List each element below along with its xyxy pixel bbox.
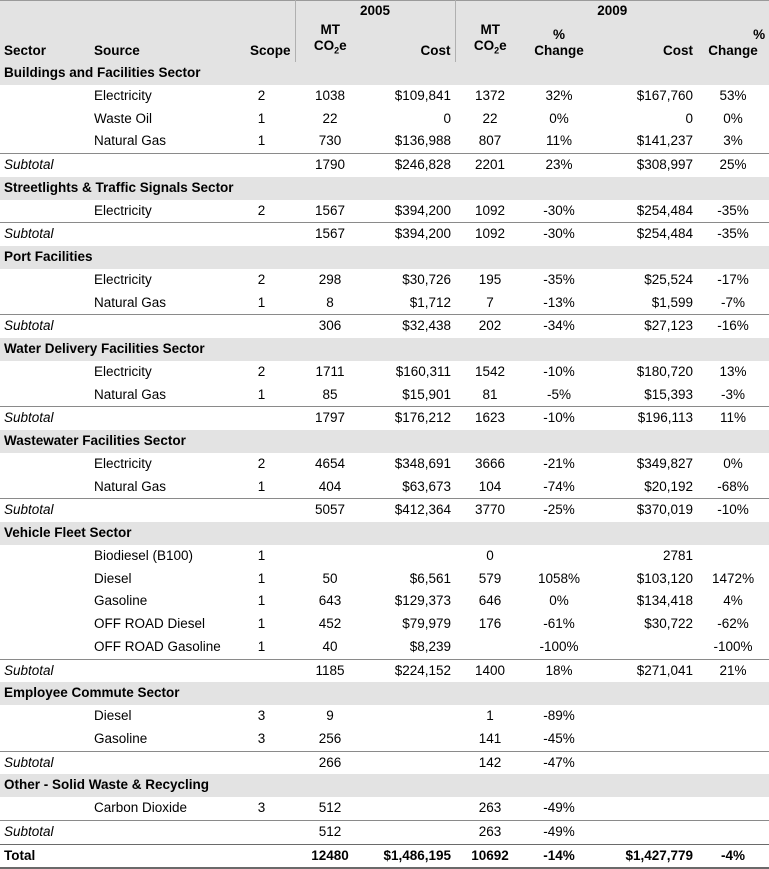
pct-cost-cell: -10% xyxy=(697,499,769,522)
sector-cell xyxy=(0,130,90,153)
sector-cell xyxy=(0,292,90,315)
pct-mt-cell: -10% xyxy=(543,363,575,379)
source-cell: Biodiesel (B100) xyxy=(94,547,194,563)
scope-cell: 3 xyxy=(257,800,266,815)
sector-label: Buildings and Facilities Sector xyxy=(0,62,769,85)
sector-cell xyxy=(0,476,90,499)
pct-cost-cell: 0% xyxy=(723,455,743,471)
cost-2009-cell: $20,192 xyxy=(644,478,694,494)
sector-cell xyxy=(0,590,90,613)
pct-cost-cell: 25% xyxy=(697,154,769,177)
pct-mt-cell: -25% xyxy=(525,499,593,522)
source-cell: Natural Gas xyxy=(94,478,167,494)
mt-2005-cell: 40 xyxy=(322,638,338,654)
pct-cost-cell: 4% xyxy=(723,593,743,609)
cost-2009-cell xyxy=(593,751,697,774)
cost-2009-cell xyxy=(593,636,697,659)
sector-cell xyxy=(0,705,90,728)
scope-cell: 2 xyxy=(257,363,266,379)
cost-2009-cell: $254,484 xyxy=(593,223,697,246)
sector-cell xyxy=(0,108,90,131)
col-source: Source xyxy=(90,21,228,62)
sector-cell xyxy=(0,613,90,636)
source-cell: Electricity xyxy=(94,271,152,287)
cost-2009-cell: $1,599 xyxy=(651,294,694,310)
cost-2005-cell: $15,901 xyxy=(402,386,452,402)
scope-cell: 2 xyxy=(257,271,266,287)
scope-cell: 1 xyxy=(257,547,266,563)
col-pct-mt: % Change xyxy=(525,21,593,62)
cost-2009-cell: $370,019 xyxy=(593,499,697,522)
cost-2009-cell: $30,722 xyxy=(644,616,694,631)
pct-mt-cell: -100% xyxy=(539,638,579,654)
source-cell: Gasoline xyxy=(94,730,148,746)
pct-mt-cell: -13% xyxy=(543,294,575,310)
source-cell: Natural Gas xyxy=(94,386,167,402)
source-cell: Gasoline xyxy=(94,593,148,609)
mt-2005-cell: 4654 xyxy=(314,455,346,471)
mt-2005-cell: 8 xyxy=(326,294,334,310)
mt-2009-cell xyxy=(455,636,525,659)
year-header-row xyxy=(0,1,769,22)
scope-cell: 2 xyxy=(257,202,266,218)
scope-cell: 1 xyxy=(257,133,266,149)
table-row xyxy=(0,361,769,384)
mt-2009-cell: 0 xyxy=(486,547,494,563)
sector-label: Streetlights & Traffic Signals Sector xyxy=(0,177,769,200)
sector-row xyxy=(0,338,769,361)
mt-2009-cell: 142 xyxy=(455,751,525,774)
cost-2009-cell: 0 xyxy=(685,110,694,126)
cost-2005-cell xyxy=(365,705,455,728)
pct-cost-cell: -68% xyxy=(717,478,749,494)
mt-2005-cell: 5057 xyxy=(295,499,365,522)
table-row xyxy=(0,590,769,613)
pct-mt-cell: -61% xyxy=(543,616,575,631)
scope-cell: 2 xyxy=(257,455,266,471)
pct-cost-cell: 1472% xyxy=(712,570,755,586)
subtotal-label: Subtotal xyxy=(0,315,295,338)
subtotal-row xyxy=(0,751,769,774)
mt-2005-cell: 1185 xyxy=(295,659,365,682)
source-cell: OFF ROAD Gasoline xyxy=(94,638,221,654)
scope-cell: 3 xyxy=(257,708,266,723)
sector-cell xyxy=(0,568,90,591)
pct-mt-cell: -49% xyxy=(525,820,593,844)
mt-2005-cell: 256 xyxy=(318,730,342,746)
sector-label: Port Facilities xyxy=(0,246,769,269)
mt-2005-cell: 298 xyxy=(318,271,342,287)
pct-cost-cell: 21% xyxy=(697,659,769,682)
year-2009-header: 2009 xyxy=(455,1,769,22)
cost-2005-cell: $8,239 xyxy=(409,638,452,654)
pct-mt-cell: -45% xyxy=(543,730,575,746)
pct-mt-cell: -74% xyxy=(543,478,575,494)
col-sector: Sector xyxy=(0,21,90,62)
cost-2009-cell: $27,123 xyxy=(593,315,697,338)
sector-row xyxy=(0,246,769,269)
sector-label: Wastewater Facilities Sector xyxy=(0,430,769,453)
mt-2009-cell: 2201 xyxy=(455,154,525,177)
pct-cost-cell: -35% xyxy=(697,223,769,246)
mt-2009-cell: 1 xyxy=(486,708,494,723)
table-row xyxy=(0,476,769,499)
mt-2005-cell: 730 xyxy=(318,133,342,149)
mt-2009-cell: 7 xyxy=(486,294,494,310)
table-row xyxy=(0,108,769,131)
source-cell: Electricity xyxy=(94,363,152,379)
mt-2009-cell: 1623 xyxy=(455,407,525,430)
pct-cost-cell: 13% xyxy=(719,363,747,379)
sector-label: Other - Solid Waste & Recycling xyxy=(0,774,769,797)
mt-2005-cell: 512 xyxy=(318,800,342,815)
col-scope: Scope xyxy=(228,21,295,62)
cost-2009-cell: $167,760 xyxy=(636,87,694,103)
pct-mt-cell: -34% xyxy=(525,315,593,338)
mt-2009-cell: 141 xyxy=(478,730,502,746)
source-cell: Natural Gas xyxy=(94,133,167,149)
cost-2009-cell: $25,524 xyxy=(644,271,694,287)
mt-2009-cell: 81 xyxy=(482,386,498,402)
source-cell: Electricity xyxy=(94,87,152,103)
cost-2009-cell xyxy=(593,728,697,751)
table-row xyxy=(0,200,769,223)
pct-mt-cell: -10% xyxy=(525,407,593,430)
pct-cost-cell xyxy=(697,545,769,568)
mt-2005-cell: 306 xyxy=(295,315,365,338)
pct-cost-cell: -100% xyxy=(713,638,753,654)
cost-2005-cell: $109,841 xyxy=(394,87,452,103)
mt-2009-cell: 22 xyxy=(482,110,498,126)
pct-mt-cell: 18% xyxy=(525,659,593,682)
cost-2005-cell: $32,438 xyxy=(365,315,455,338)
col-mt-2005 xyxy=(295,21,365,62)
cost-2005-cell: 0 xyxy=(443,110,452,126)
cost-2009-cell: $196,113 xyxy=(593,407,697,430)
pct-cost-cell xyxy=(697,705,769,728)
cost-2005-cell: $136,988 xyxy=(394,133,452,149)
cost-2005-cell: $246,828 xyxy=(365,154,455,177)
pct-mt-cell: -35% xyxy=(543,271,575,287)
table-row xyxy=(0,636,769,659)
mt-2005-cell: 1567 xyxy=(295,223,365,246)
sector-label: Water Delivery Facilities Sector xyxy=(0,338,769,361)
subtotal-label: Subtotal xyxy=(0,659,295,682)
mt-2005-cell: 1038 xyxy=(314,87,346,103)
sector-cell xyxy=(0,384,90,407)
table-row xyxy=(0,384,769,407)
sector-row xyxy=(0,430,769,453)
pct-mt-cell: 0% xyxy=(549,110,569,126)
mt-2005-cell: 1711 xyxy=(315,363,345,379)
mt-2009-cell: 195 xyxy=(478,271,502,287)
scope-cell: 1 xyxy=(257,616,266,631)
cost-2009-cell: 2781 xyxy=(662,547,694,563)
mt-2005-cell: 452 xyxy=(318,616,342,631)
sector-label: Employee Commute Sector xyxy=(0,682,769,705)
cost-2009-cell: $103,120 xyxy=(636,570,694,586)
source-cell: Diesel xyxy=(94,570,132,586)
mt-2009-cell: 3666 xyxy=(475,455,506,471)
pct-cost-cell: 0% xyxy=(723,110,743,126)
mt-2009-cell: 646 xyxy=(478,593,502,609)
sector-cell xyxy=(0,797,90,820)
source-cell: Electricity xyxy=(94,202,152,218)
mt-2005-cell: 85 xyxy=(322,386,338,402)
cost-2009-cell: $308,997 xyxy=(593,154,697,177)
mt-2009-cell: 202 xyxy=(455,315,525,338)
sector-row xyxy=(0,62,769,85)
mt-2005-cell xyxy=(295,545,365,568)
mt-2009-cell: 263 xyxy=(478,800,502,815)
mt-2005-cell: 1790 xyxy=(295,154,365,177)
col-mt-2009-line2: $CO_2e$ xyxy=(473,38,507,56)
subtotal-row xyxy=(0,499,769,522)
mt-2009-cell: 104 xyxy=(478,478,502,494)
sector-cell xyxy=(0,85,90,108)
cost-2009-cell: $141,237 xyxy=(636,133,694,149)
source-cell: Natural Gas xyxy=(94,294,167,310)
cost-2005-cell: $30,726 xyxy=(402,271,452,287)
sector-cell xyxy=(0,728,90,751)
table-row xyxy=(0,292,769,315)
table-row xyxy=(0,613,769,636)
mt-2005-cell: 1567 xyxy=(314,202,346,218)
total-label: Total xyxy=(0,844,295,868)
col-cost-2009: Cost xyxy=(593,21,697,62)
mt-2005-cell: 512 xyxy=(295,820,365,844)
table-row xyxy=(0,705,769,728)
cost-2005-cell: $348,691 xyxy=(394,455,452,471)
mt-2009-cell: 579 xyxy=(478,570,502,586)
scope-cell: 3 xyxy=(257,730,266,746)
subtotal-row xyxy=(0,315,769,338)
sector-label: Vehicle Fleet Sector xyxy=(0,522,769,545)
cost-2005-cell xyxy=(365,728,455,751)
scope-cell: 1 xyxy=(257,638,266,654)
sector-cell xyxy=(0,361,90,384)
sector-row xyxy=(0,682,769,705)
scope-cell: 1 xyxy=(257,593,266,609)
mt-2005-cell: 9 xyxy=(326,708,334,723)
pct-cost-cell xyxy=(697,728,769,751)
total-row xyxy=(0,844,769,868)
cost-2005-cell: $224,152 xyxy=(365,659,455,682)
pct-mt-cell: -5% xyxy=(547,386,572,402)
subtotal-row xyxy=(0,223,769,246)
pct-cost-cell: 53% xyxy=(719,87,747,103)
cost-2005-cell: $1,486,195 xyxy=(365,844,455,868)
mt-2009-cell: 1372 xyxy=(475,87,506,103)
cost-2005-cell: $79,979 xyxy=(402,616,452,631)
mt-2009-cell: 807 xyxy=(478,133,502,149)
pct-mt-cell xyxy=(525,545,593,568)
mt-2005-cell: 22 xyxy=(322,110,338,126)
cost-2005-cell xyxy=(365,820,455,844)
mt-2005-cell: 404 xyxy=(318,478,342,494)
pct-cost-cell xyxy=(697,797,769,820)
mt-2009-cell: 1542 xyxy=(475,363,506,379)
col-pct-cost: % Change xyxy=(697,21,769,62)
pct-cost-cell: 11% xyxy=(697,407,769,430)
pct-cost-cell xyxy=(697,820,769,844)
cost-2005-cell xyxy=(365,545,455,568)
pct-mt-cell: -49% xyxy=(543,800,575,815)
pct-mt-cell: 0% xyxy=(549,593,569,609)
source-cell: Diesel xyxy=(94,708,132,723)
column-header-row xyxy=(0,21,769,62)
pct-cost-cell: 3% xyxy=(723,133,743,149)
table-row xyxy=(0,568,769,591)
subtotal-label: Subtotal xyxy=(0,154,295,177)
source-cell: Carbon Dioxide xyxy=(94,800,188,815)
pct-mt-cell: 32% xyxy=(545,87,573,103)
cost-2005-cell: $63,673 xyxy=(402,478,452,494)
pct-cost-cell: -3% xyxy=(721,386,746,402)
cost-2009-cell: $1,427,779 xyxy=(593,844,697,868)
cost-2005-cell: $394,200 xyxy=(365,223,455,246)
subtotal-label: Subtotal xyxy=(0,407,295,430)
sector-cell xyxy=(0,200,90,223)
source-cell: Electricity xyxy=(94,455,152,471)
cost-2005-cell xyxy=(365,797,455,820)
scope-cell: 1 xyxy=(257,478,266,494)
table-body xyxy=(0,62,769,868)
scope-cell: 1 xyxy=(257,294,266,310)
table-row xyxy=(0,453,769,476)
pct-cost-cell: -7% xyxy=(721,294,746,310)
cost-2009-cell: $134,418 xyxy=(636,593,694,609)
mt-2005-cell: 12480 xyxy=(295,844,365,868)
subtotal-row xyxy=(0,407,769,430)
subtotal-label: Subtotal xyxy=(0,751,295,774)
cost-2005-cell xyxy=(365,751,455,774)
mt-2009-cell: 1400 xyxy=(455,659,525,682)
mt-2005-cell: 1797 xyxy=(295,407,365,430)
table-row xyxy=(0,797,769,820)
pct-cost-cell xyxy=(697,751,769,774)
scope-cell: 1 xyxy=(257,570,266,586)
sector-row xyxy=(0,774,769,797)
subtotal-label: Subtotal xyxy=(0,820,295,844)
pct-cost-cell: -35% xyxy=(717,202,749,218)
pct-mt-cell: -30% xyxy=(543,202,575,218)
cost-2005-cell: $394,200 xyxy=(394,202,452,218)
pct-cost-cell: -16% xyxy=(697,315,769,338)
source-cell: Waste Oil xyxy=(94,110,153,126)
col-mt-2005-line1: MT xyxy=(320,22,341,38)
col-cost-2005: Cost xyxy=(365,21,455,62)
table-row xyxy=(0,85,769,108)
mt-2009-cell: 10692 xyxy=(455,844,525,868)
cost-2009-cell: $254,484 xyxy=(636,202,694,218)
mt-2005-cell: 50 xyxy=(322,570,338,586)
table-row xyxy=(0,545,769,568)
pct-mt-cell: -47% xyxy=(525,751,593,774)
scope-cell: 1 xyxy=(257,386,266,402)
mt-2005-cell: 643 xyxy=(318,593,342,609)
cost-2005-cell: $160,311 xyxy=(395,363,452,379)
sector-row xyxy=(0,177,769,200)
sector-cell xyxy=(0,636,90,659)
mt-2005-cell: 266 xyxy=(295,751,365,774)
cost-2009-cell xyxy=(593,705,697,728)
cost-2009-cell xyxy=(593,820,697,844)
source-cell: OFF ROAD Diesel xyxy=(94,616,206,631)
scope-cell: 1 xyxy=(257,110,266,126)
cost-2005-cell: $176,212 xyxy=(365,407,455,430)
sector-row xyxy=(0,522,769,545)
cost-2005-cell: $1,712 xyxy=(409,294,452,310)
sector-cell xyxy=(0,545,90,568)
pct-cost-cell: -62% xyxy=(717,616,749,631)
col-mt-2009 xyxy=(455,21,525,62)
cost-2005-cell: $129,373 xyxy=(394,593,452,609)
subtotal-row xyxy=(0,154,769,177)
blank-header xyxy=(0,1,295,22)
pct-mt-cell: -89% xyxy=(543,708,575,723)
subtotal-row xyxy=(0,659,769,682)
pct-mt-cell: -21% xyxy=(543,455,575,471)
table-row xyxy=(0,728,769,751)
table-row xyxy=(0,269,769,292)
col-mt-2009-line1: MT xyxy=(480,22,501,38)
cost-2009-cell xyxy=(593,797,697,820)
cost-2009-cell: $15,393 xyxy=(644,386,694,402)
cost-2009-cell: $271,041 xyxy=(593,659,697,682)
pct-mt-cell: 23% xyxy=(525,154,593,177)
mt-2009-cell: 263 xyxy=(455,820,525,844)
pct-cost-cell: -17% xyxy=(717,271,749,287)
table-row xyxy=(0,130,769,153)
subtotal-row xyxy=(0,820,769,844)
mt-2009-cell: 1092 xyxy=(455,223,525,246)
pct-mt-cell: 11% xyxy=(546,133,573,149)
mt-2009-cell: 3770 xyxy=(455,499,525,522)
pct-mt-cell: -14% xyxy=(525,844,593,868)
sector-cell xyxy=(0,269,90,292)
subtotal-label: Subtotal xyxy=(0,499,295,522)
cost-2009-cell: $349,827 xyxy=(636,455,694,471)
subtotal-label: Subtotal xyxy=(0,223,295,246)
mt-2009-cell: 176 xyxy=(478,616,502,631)
pct-mt-cell: 1058% xyxy=(538,570,581,586)
sector-cell xyxy=(0,453,90,476)
pct-mt-cell: -30% xyxy=(525,223,593,246)
year-2005-header: 2005 xyxy=(295,1,455,22)
mt-2009-cell: 1092 xyxy=(475,202,506,218)
col-mt-2005-line2: $CO_2e$ xyxy=(313,38,347,56)
cost-2005-cell: $412,364 xyxy=(365,499,455,522)
cost-2005-cell: $6,561 xyxy=(409,570,452,586)
pct-cost-cell: -4% xyxy=(697,844,769,868)
cost-2009-cell: $180,720 xyxy=(636,363,694,379)
scope-cell: 2 xyxy=(257,87,266,103)
